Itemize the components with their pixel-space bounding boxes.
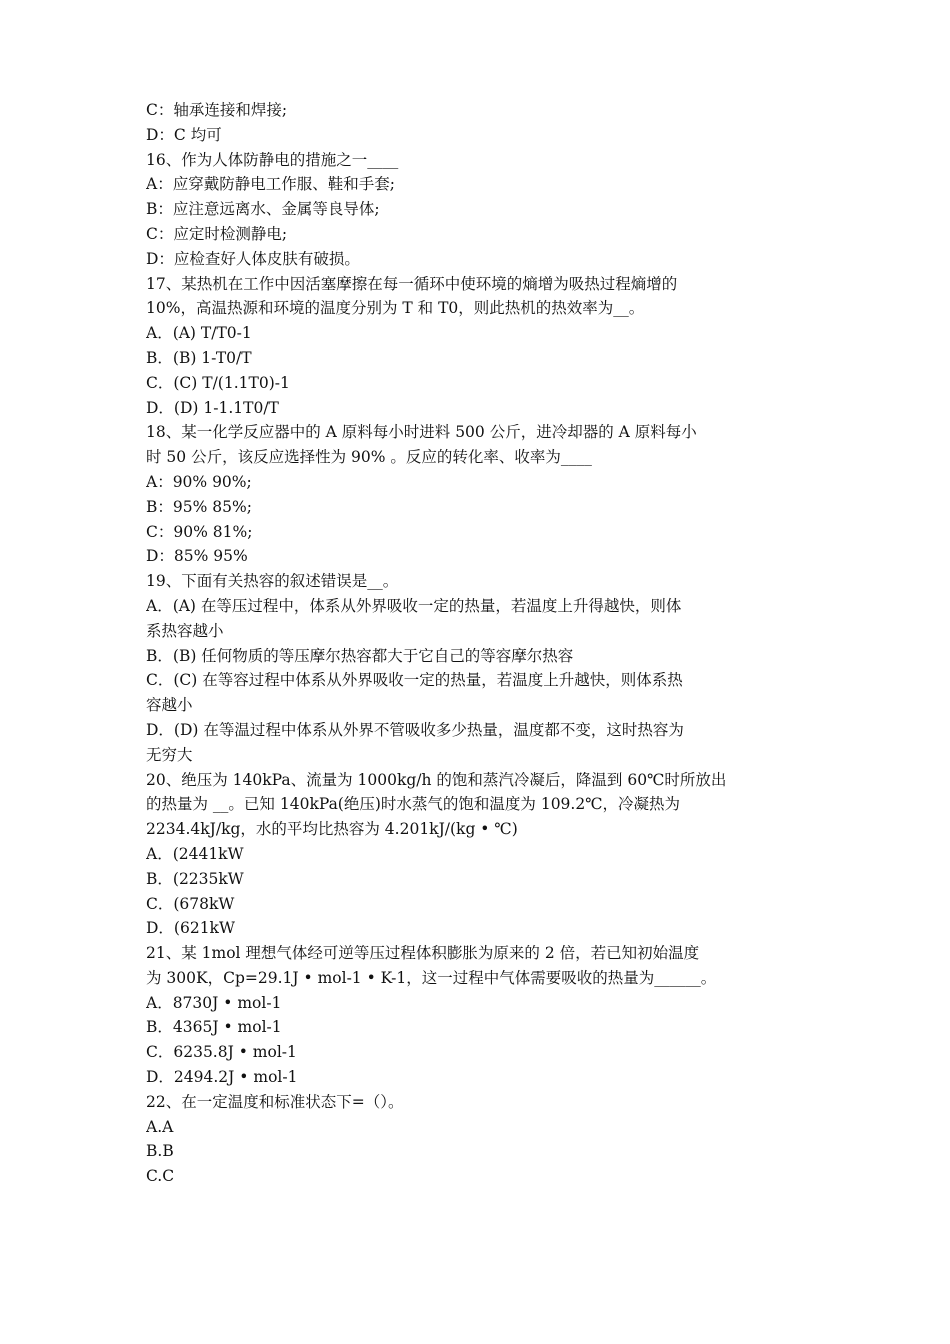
question-17: 17、某热机在工作中因活塞摩擦在每一循环中使环境的熵增为吸热过程熵增的: [146, 274, 678, 293]
option-line: C.C: [146, 1167, 175, 1186]
question-19: 19、下面有关热容的叙述错误是__。: [146, 572, 399, 591]
option-line: D．(D) 在等温过程中体系从外界不管吸收多少热量，温度都不变，这时热容为: [146, 720, 684, 739]
option-line: A．(A) 在等压过程中，体系从外界吸收一定的热量，若温度上升得越快，则体: [146, 596, 682, 615]
option-line: C．(678kW: [146, 894, 235, 913]
text-line: 为 300K，Cp=29.1J • mol-1 • K-1，这一过程中气体需要吸收的热量为______。: [146, 968, 717, 987]
option-line: C：应定时检测静电;: [146, 224, 288, 243]
option-line: D：应检查好人体皮肤有破损。: [146, 249, 360, 268]
option-line: A．(2441kW: [146, 844, 244, 863]
option-line: C：90% 81%;: [146, 522, 253, 541]
option-line: B：应注意远离水、金属等良导体;: [146, 200, 380, 219]
option-line: D．(621kW: [146, 919, 235, 938]
question-18: 18、某一化学反应器中的 A 原料每小时进料 500 公斤，进冷却器的 A 原料每小: [146, 423, 697, 442]
option-line: C．(C) T/(1.1T0)-1: [146, 373, 290, 392]
option-line: B．4365J • mol-1: [146, 1018, 282, 1037]
text-line: 时 50 公斤，该反应选择性为 90% 。反应的转化率、收率为____: [146, 448, 592, 467]
text-line: 2234.4kJ/kg，水的平均比热容为 4.201kJ/(kg • ℃): [146, 820, 518, 839]
document-body: [146, 98, 816, 1189]
question-21: 21、某 1mol 理想气体经可逆等压过程体积膨胀为原来的 2 倍，若已知初始温度: [146, 944, 700, 963]
option-line: A．(A) T/T0-1: [146, 324, 252, 343]
option-line: D．2494.2J • mol-1: [146, 1068, 298, 1087]
question-20: 20、绝压为 140kPa、流量为 1000kg/h 的饱和蒸汽冷凝后，降温到 60℃时所放出: [146, 770, 727, 789]
text-line: 无穷大: [146, 745, 193, 764]
option-line: A：应穿戴防静电工作服、鞋和手套;: [146, 175, 395, 194]
option-line: C．6235.8J • mol-1: [146, 1043, 297, 1062]
question-16: 16、作为人体防静电的措施之一____: [146, 150, 399, 169]
text-line: 系热容越小: [146, 621, 224, 640]
text-line: 10%，高温热源和环境的温度分别为 T 和 T0，则此热机的热效率为__。: [146, 299, 645, 318]
option-line: B．(B) 任何物质的等压摩尔热容都大于它自己的等容摩尔热容: [146, 646, 574, 665]
option-line: B．(B) 1-T0/T: [146, 348, 252, 367]
option-line: B．(2235kW: [146, 869, 244, 888]
option-line: A．8730J • mol-1: [146, 993, 282, 1012]
option-line: B：95% 85%;: [146, 497, 252, 516]
option-line: B.B: [146, 1142, 174, 1161]
text-line: 的热量为 __。已知 140kPa(绝压)时水蒸气的饱和温度为 109.2℃，冷凝热为: [146, 795, 681, 814]
question-22: 22、在一定温度和标准状态下=（）。: [146, 1092, 404, 1111]
text-line: 容越小: [146, 696, 193, 715]
text-line: C：轴承连接和焊接;: [146, 101, 288, 119]
option-line: D．(D) 1-1.1T0/T: [146, 398, 279, 417]
option-line: A.A: [146, 1117, 174, 1136]
option-line: C．(C) 在等容过程中体系从外界吸收一定的热量，若温度上升越快，则体系热: [146, 671, 683, 690]
option-line: A：90% 90%;: [146, 472, 252, 491]
text-line: D：C 均可: [146, 125, 222, 144]
option-line: D：85% 95%: [146, 547, 248, 566]
